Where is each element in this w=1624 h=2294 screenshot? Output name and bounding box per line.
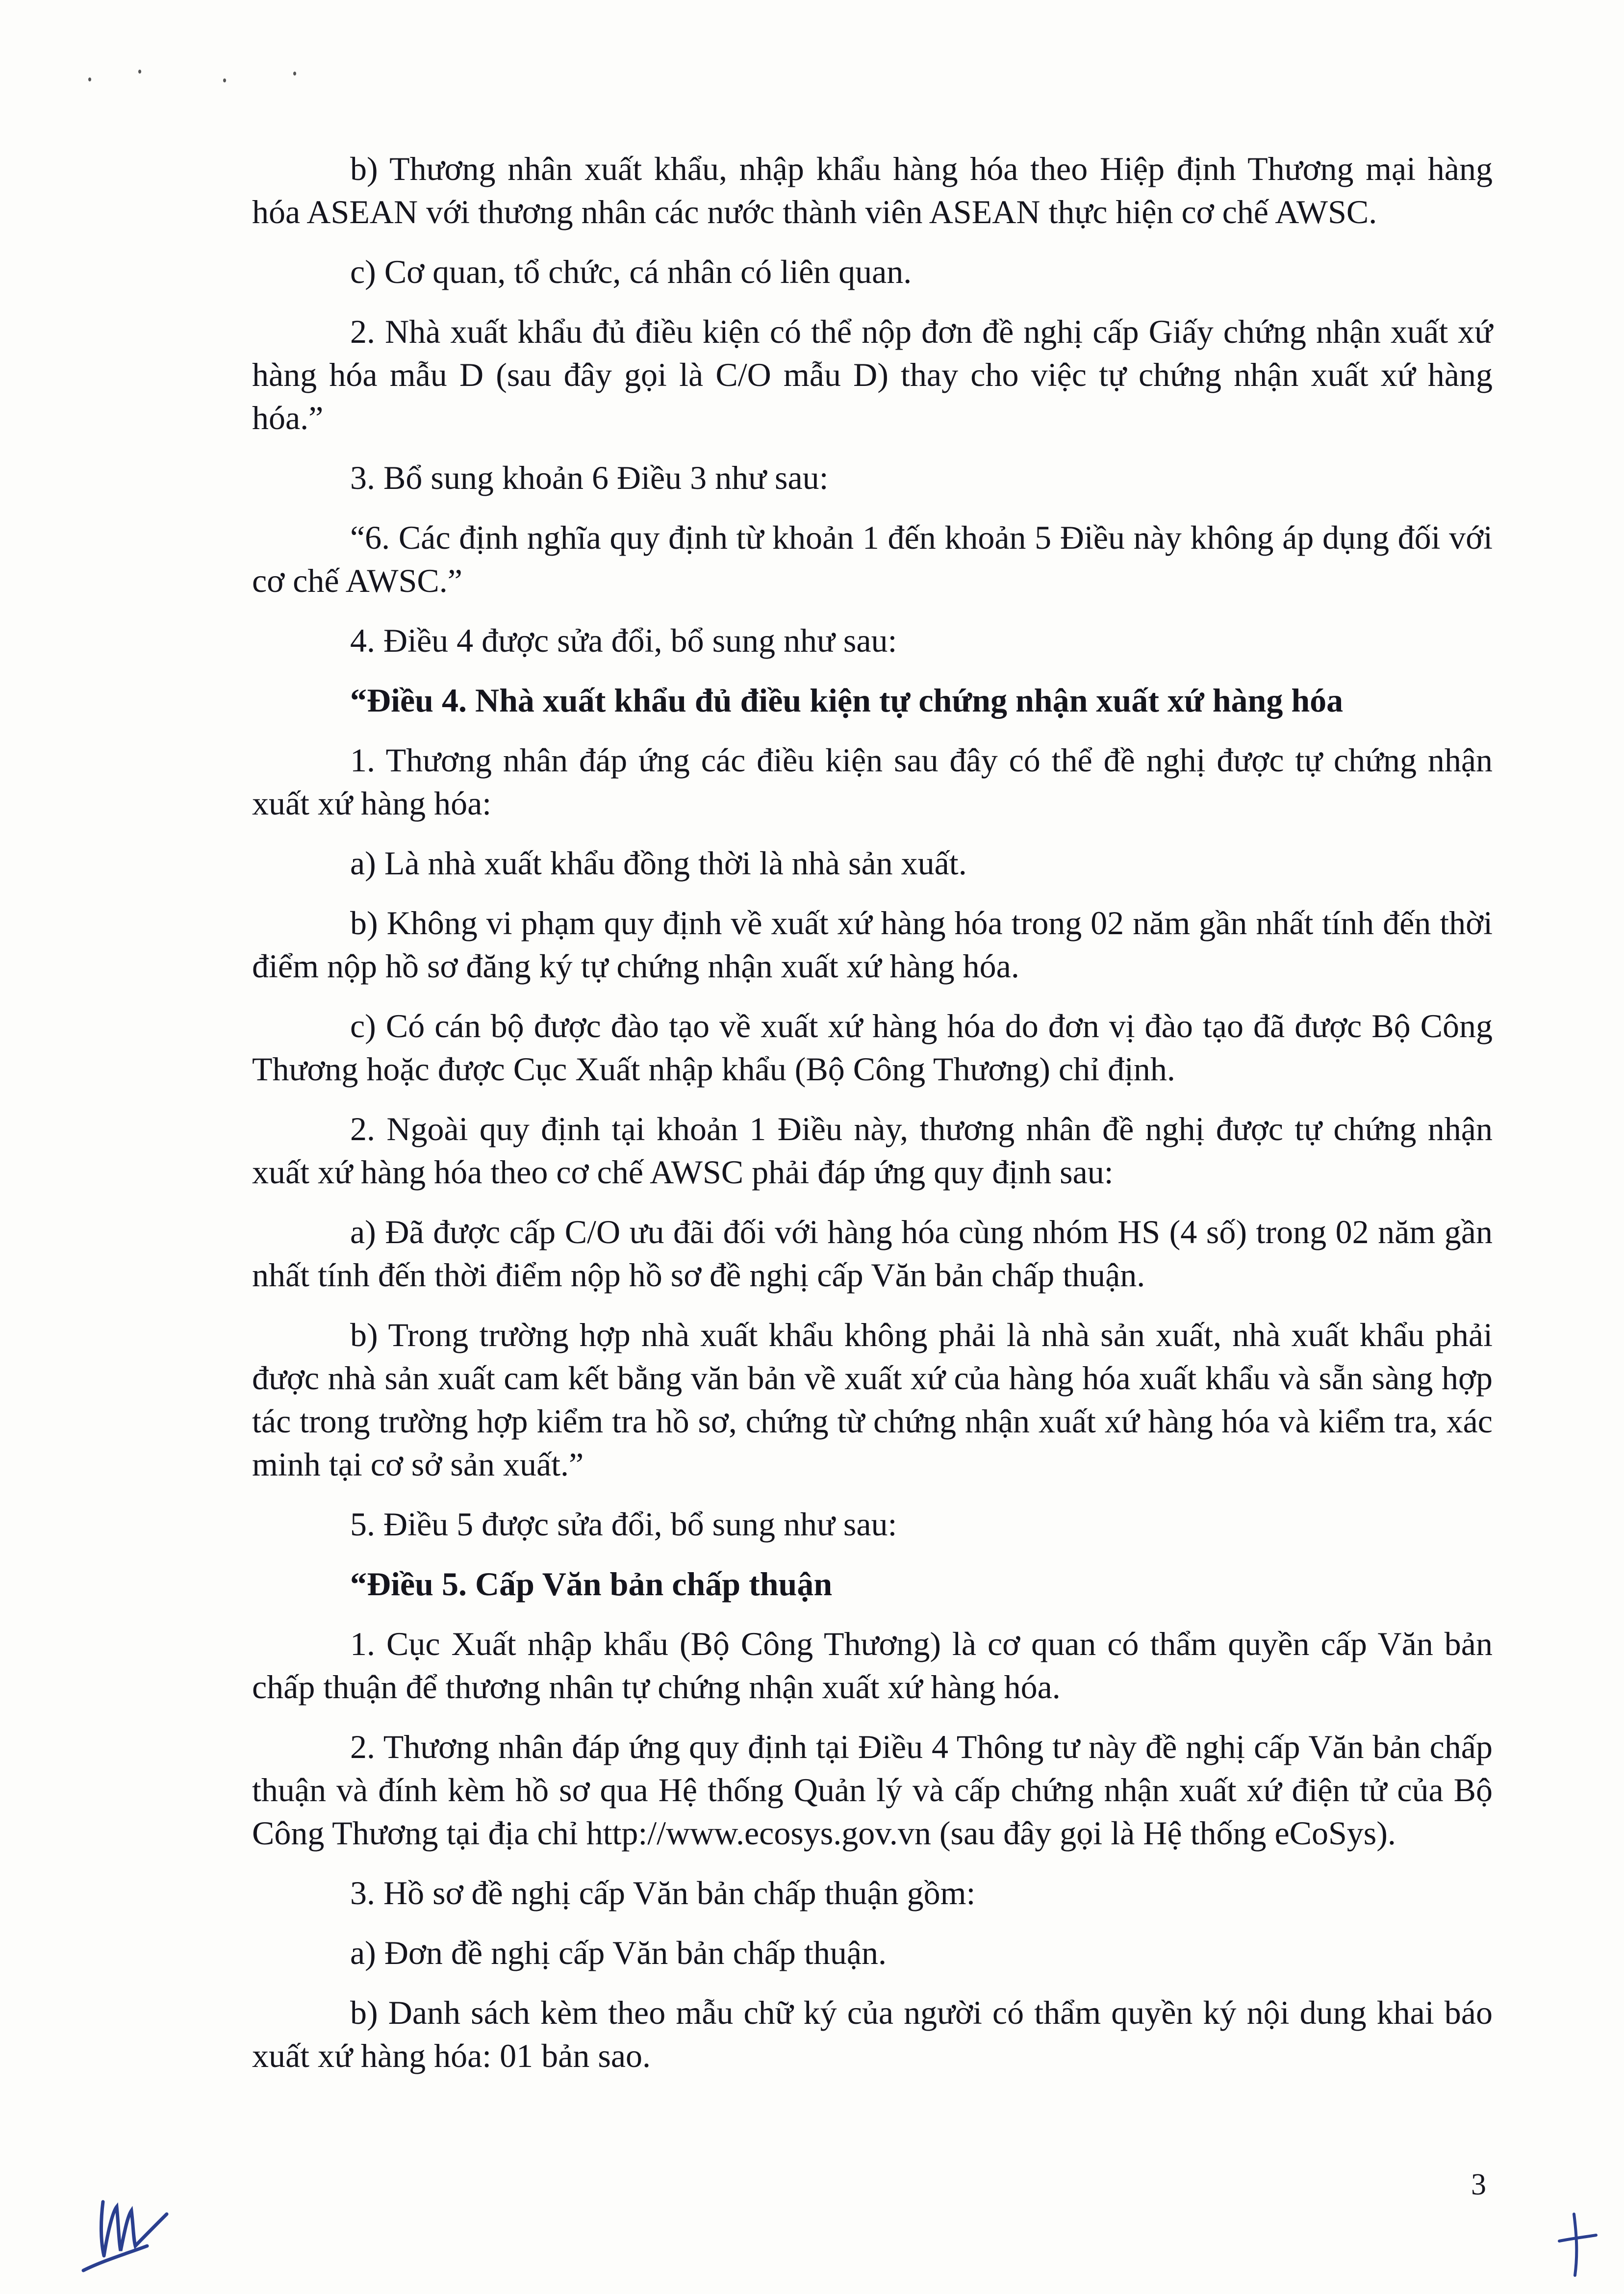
paragraph: 3. Hồ sơ đề nghị cấp Văn bản chấp thuận gồm: [350,1874,976,1912]
paragraph: 4. Điều 4 được sửa đổi, bổ sung như sau: [350,622,897,659]
scan-speck [88,77,91,81]
paragraph: c) Có cán bộ được đào tạo về xuất xứ hàng hóa do đơn vị đào tạo đã được Bộ Công Thương hoặc được Cục Xuất nhập khẩu (Bộ Công Thương) chỉ định. [252,1007,1493,1088]
paragraph: 2. Thương nhân đáp ứng quy định tại Điều 4 Thông tư này đề nghị cấp Văn bản chấp thuận và đính kèm hồ sơ qua Hệ thống Quản lý và cấp chứng nhận xuất xứ điện tử của Bộ Công Thương tại địa chỉ http://www.ecosys.gov.vn (sau đây gọi là Hệ thống eCoSys). [252,1728,1493,1852]
scan-speck [223,78,226,82]
document-body [252,147,1493,2094]
paragraph: 3. Bổ sung khoản 6 Điều 3 như sau: [350,459,829,496]
paragraph: b) Không vi phạm quy định về xuất xứ hàng hóa trong 02 năm gần nhất tính đến thời điểm nộp hồ sơ đăng ký tự chứng nhận xuất xứ hàng hóa. [252,904,1493,985]
paragraph: 2. Nhà xuất khẩu đủ điều kiện có thể nộp đơn đề nghị cấp Giấy chứng nhận xuất xứ hàng hóa mẫu D (sau đây gọi là C/O mẫu D) thay cho việc tự chứng nhận xuất xứ hàng hóa.” [252,313,1493,436]
paragraph: 2. Ngoài quy định tại khoản 1 Điều này, thương nhân đề nghị được tự chứng nhận xuất xứ hàng hóa theo cơ chế AWSC phải đáp ứng quy định sau: [252,1110,1493,1191]
corner-mark [1549,2207,1603,2280]
initials-mark [74,2192,172,2275]
paragraph: a) Đơn đề nghị cấp Văn bản chấp thuận. [350,1934,887,1971]
paragraph: 5. Điều 5 được sửa đổi, bổ sung như sau: [350,1505,897,1543]
article-heading: “Điều 5. Cấp Văn bản chấp thuận [350,1565,833,1603]
paragraph: b) Thương nhân xuất khẩu, nhập khẩu hàng hóa theo Hiệp định Thương mại hàng hóa ASEAN với thương nhân các nước thành viên ASEAN thực hiện cơ chế AWSC. [252,150,1493,230]
paragraph: c) Cơ quan, tổ chức, cá nhân có liên quan. [350,253,912,290]
paragraph: b) Danh sách kèm theo mẫu chữ ký của người có thẩm quyền ký nội dung khai báo xuất xứ hàng hóa: 01 bản sao. [252,1994,1493,2074]
article-heading: “Điều 4. Nhà xuất khẩu đủ điều kiện tự chứng nhận xuất xứ hàng hóa [350,682,1344,719]
scan-speck [138,70,141,74]
paragraph: “6. Các định nghĩa quy định từ khoản 1 đến khoản 5 Điều này không áp dụng đối với cơ chế AWSC.” [252,519,1493,599]
paragraph: 1. Cục Xuất nhập khẩu (Bộ Công Thương) là cơ quan có thẩm quyền cấp Văn bản chấp thuận để thương nhân tự chứng nhận xuất xứ hàng hóa. [252,1625,1493,1706]
paragraph: b) Trong trường hợp nhà xuất khẩu không phải là nhà sản xuất, nhà xuất khẩu phải được nhà sản xuất cam kết bằng văn bản về xuất xứ của hàng hóa xuất khẩu và sẵn sàng hợp tác trong trường hợp kiểm tra hồ sơ, chứng từ chứng nhận xuất xứ hàng hóa và kiểm tra, xác minh tại cơ sở sản xuất.” [252,1316,1493,1483]
paragraph: a) Là nhà xuất khẩu đồng thời là nhà sản xuất. [350,844,967,882]
scan-speck [293,72,296,76]
page-number: 3 [1471,2168,1486,2201]
paragraph: a) Đã được cấp C/O ưu đãi đối với hàng hóa cùng nhóm HS (4 số) trong 02 năm gần nhất tính đến thời điểm nộp hồ sơ đề nghị cấp Văn bản chấp thuận. [252,1213,1493,1294]
paragraph: 1. Thương nhân đáp ứng các điều kiện sau đây có thể đề nghị được tự chứng nhận xuất xứ hàng hóa: [252,741,1493,822]
